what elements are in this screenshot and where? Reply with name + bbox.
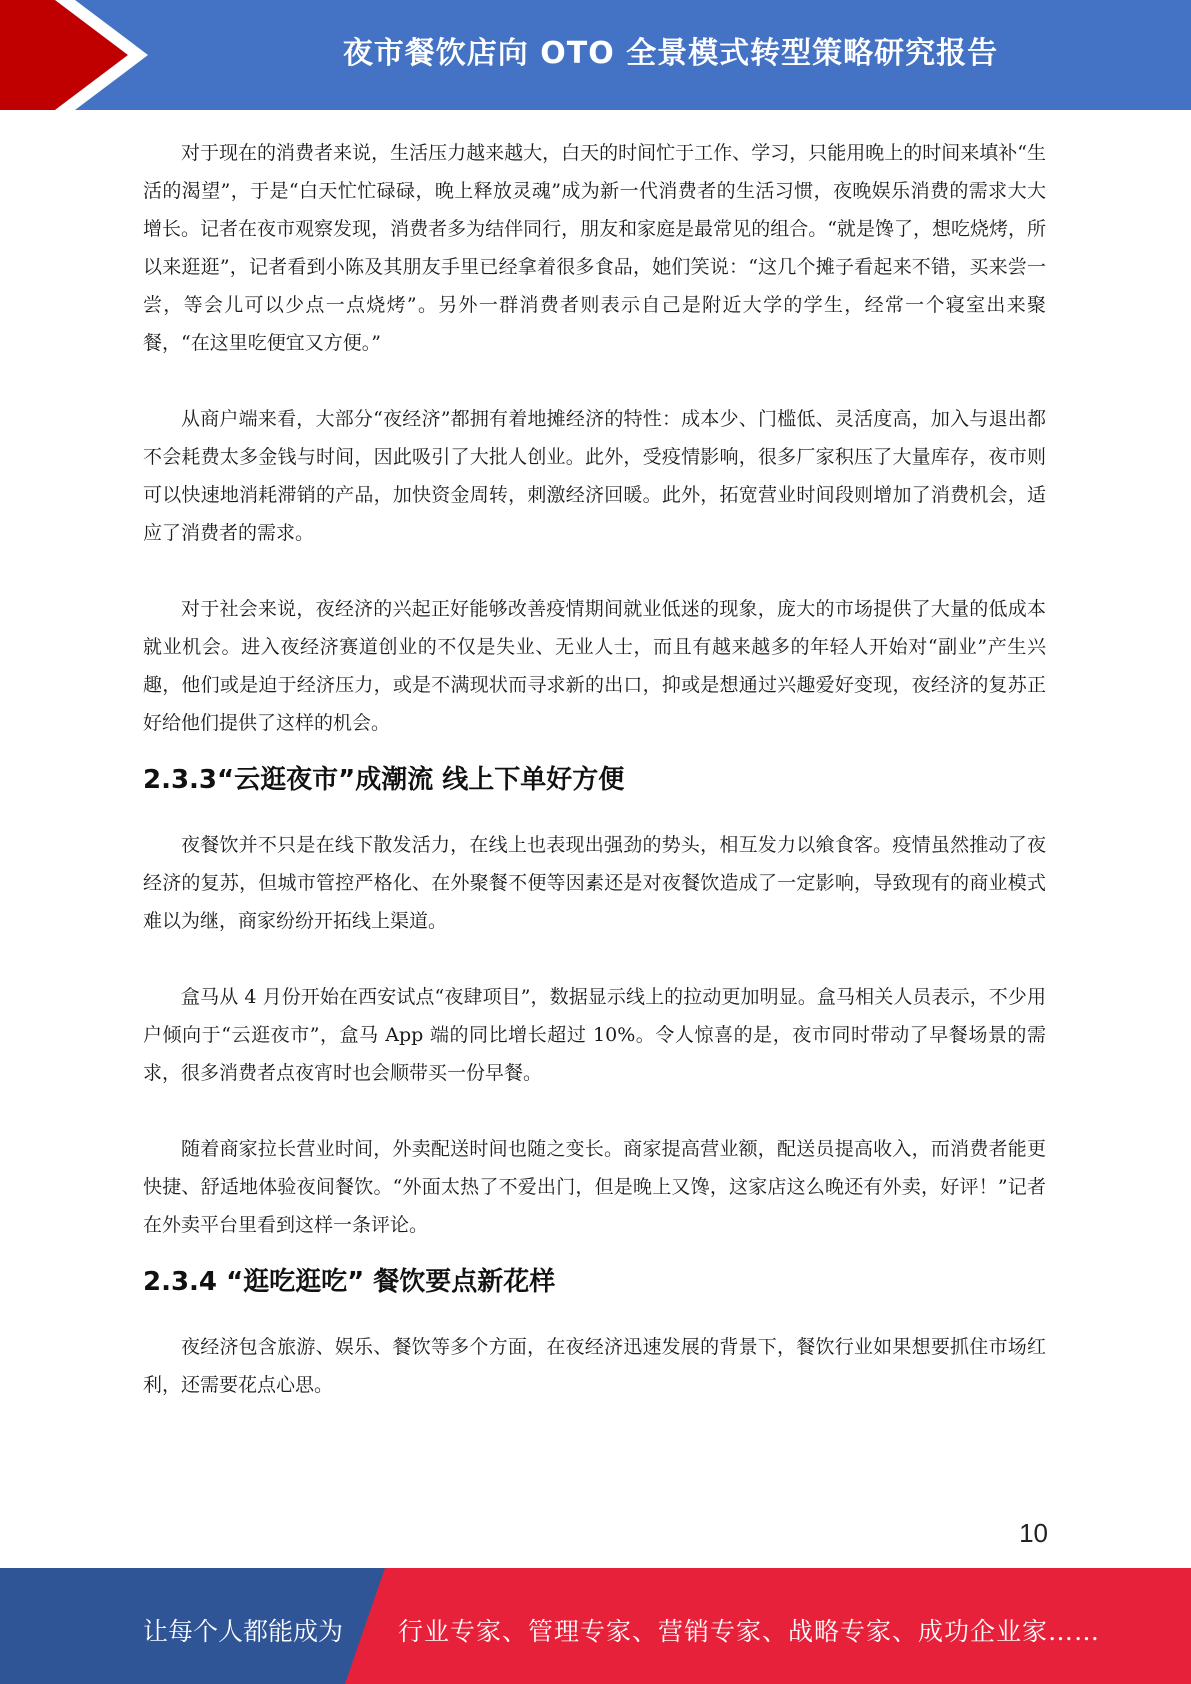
paragraph-delivery: 随着商家拉长营业时间，外卖配送时间也随之变长。商家提高营业额，配送员提高收入，而消费者能更快捷、舒适地体验夜间餐饮。“外面太热了不爱出门，但是晚上又馋，这家店这么晚还有外卖，好评！”记者在外卖平台里看到这样一条评论。 — [143, 1138, 1046, 1236]
header-arrow-decoration — [0, 0, 160, 110]
article-body — [143, 134, 1046, 1404]
section-heading-2-3-3: 2.3.3“云逛夜市”成潮流 线上下单好方便 — [143, 765, 625, 795]
paragraph-merchant: 从商户端来看，大部分“夜经济”都拥有着地摊经济的特性：成本少、门槛低、灵活度高，加入与退出都不会耗费太多金钱与时间，因此吸引了大批人创业。此外，受疫情影响，很多厂家积压了大量库存，夜市则可以快速地消耗滞销的产品，加快资金周转，刺激经济回暖。此外，拓宽营业时间段则增加了消费机会，适应了消费者的需求。 — [143, 408, 1046, 544]
page-number: 10 — [1019, 1518, 1048, 1548]
page-header — [0, 0, 1191, 110]
footer-slogan-right: 行业专家、管理专家、营销专家、战略专家、成功企业家…… — [398, 1617, 1101, 1646]
section-heading-2-3-4: 2.3.4 “逛吃逛吃” 餐饮要点新花样 — [143, 1267, 556, 1297]
paragraph-society: 对于社会来说，夜经济的兴起正好能够改善疫情期间就业低迷的现象，庞大的市场提供了大量的低成本就业机会。进入夜经济赛道创业的不仅是失业、无业人士，而且有越来越多的年轻人开始对“副业”产生兴趣，他们或是迫于经济压力，或是不满现状而寻求新的出口，抑或是想通过兴趣爱好变现，夜经济的复苏正好给他们提供了这样的机会。 — [143, 598, 1046, 734]
page-footer — [0, 1568, 1191, 1684]
report-title: 夜市餐饮店向 OTO 全景模式转型策略研究报告 — [342, 36, 999, 71]
paragraph-hema: 盒马从 4 月份开始在西安试点“夜肆项目”，数据显示线上的拉动更加明显。盒马相关人员表示，不少用户倾向于“云逛夜市”，盒马 App 端的同比增长超过 10%。令人惊喜的是，夜市同时带动了早餐场景的需求，很多消费者点夜宵时也会顺带买一份早餐。 — [143, 986, 1046, 1084]
paragraph-night-economy: 夜经济包含旅游、娱乐、餐饮等多个方面，在夜经济迅速发展的背景下，餐饮行业如果想要抓住市场红利，还需要花点心思。 — [143, 1336, 1046, 1396]
footer-slogan-left: 让每个人都能成为 — [143, 1617, 344, 1646]
paragraph-online: 夜餐饮并不只是在线下散发活力，在线上也表现出强劲的势头，相互发力以飨食客。疫情虽然推动了夜经济的复苏，但城市管控严格化、在外聚餐不便等因素还是对夜餐饮造成了一定影响，导致现有的商业模式难以为继，商家纷纷开拓线上渠道。 — [143, 834, 1046, 932]
paragraph-consumer: 对于现在的消费者来说，生活压力越来越大，白天的时间忙于工作、学习，只能用晚上的时间来填补“生活的渴望”，于是“白天忙忙碌碌，晚上释放灵魂”成为新一代消费者的生活习惯，夜晚娱乐消费的需求大大增长。记者在夜市观察发现，消费者多为结伴同行，朋友和家庭是最常见的组合。“就是馋了，想吃烧烤，所以来逛逛”，记者看到小陈及其朋友手里已经拿着很多食品，她们笑说：“这几个摊子看起来不错，买来尝一尝，等会儿可以少点一点烧烤”。另外一群消费者则表示自己是附近大学的学生，经常一个寝室出来聚餐，“在这里吃便宜又方便。” — [143, 142, 1046, 354]
